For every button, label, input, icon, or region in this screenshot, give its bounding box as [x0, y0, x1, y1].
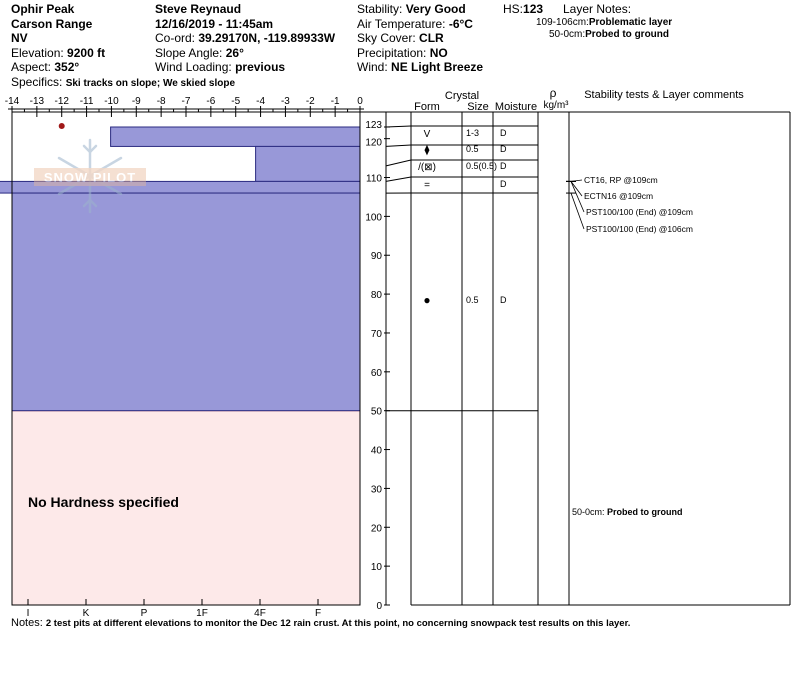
- density-rho: ρ: [549, 86, 557, 100]
- crystal-header: Crystal: [444, 90, 480, 102]
- air-temp-row: Air Temperature: -6°C: [357, 16, 473, 31]
- layer-form-0: V: [423, 129, 431, 140]
- depth-tick-label-9: 90: [370, 251, 382, 263]
- table-connector-1: [386, 145, 411, 146]
- layer-moisture-3: D: [500, 179, 507, 189]
- temp-tick-label-4: -10: [104, 96, 119, 107]
- temp-tick-label-14: 0: [357, 96, 363, 107]
- size-header: Size: [467, 101, 489, 113]
- stability-test-2: PST100/100 (End) @109cm: [586, 207, 693, 217]
- air-temp-value: -6°C: [448, 16, 473, 31]
- depth-tick-label-10: 100: [365, 212, 382, 224]
- density-unit: kg/m³: [543, 100, 569, 111]
- hardness-bar-1: [256, 146, 360, 181]
- notes-text: 2 test pits at different elevations to monitor the Dec 12 rain crust. At this point, no concerning snowpack test results on this layer.: [45, 618, 631, 629]
- temp-tick-label-3: -11: [79, 96, 94, 107]
- hardness-tick-label-0: I: [26, 608, 30, 619]
- stability-row: Stability: Very Good: [357, 2, 466, 16]
- temperature-axis: [5, 96, 364, 117]
- temp-tick-label-2: -12: [54, 96, 69, 107]
- temp-tick-label-0: -14: [4, 96, 20, 107]
- precip-row: Precipitation: NO: [357, 45, 448, 60]
- watermark-text: SNOW PILOT: [43, 170, 137, 185]
- wind-value: NE Light Breeze: [391, 60, 484, 74]
- range-name: Carson Range: [11, 16, 93, 31]
- layer-form-2: /(⊠): [418, 162, 436, 173]
- layer-size-1: 0.5: [466, 144, 479, 154]
- depth-tick-label-12: 120: [365, 137, 382, 149]
- slope-value: 26°: [225, 45, 244, 60]
- stability-arrow-2: [571, 181, 584, 212]
- sky-value: CLR: [419, 31, 444, 45]
- layer-moisture-4: D: [500, 295, 507, 305]
- sky-row: Sky Cover: CLR: [357, 31, 444, 45]
- depth-tick-label-1: 10: [370, 562, 382, 574]
- temp-tick-label-9: -5: [231, 96, 241, 107]
- temp-tick-label-5: -9: [131, 96, 141, 107]
- depth-tick-label-6: 60: [370, 367, 382, 379]
- depth-tick-label-5: 50: [370, 406, 382, 418]
- hardness-bar-0: [111, 127, 360, 146]
- wind-row: Wind: NE Light Breeze: [357, 60, 484, 74]
- site-name: Ophir Peak: [11, 2, 75, 16]
- temp-tick-label-10: -4: [256, 96, 266, 107]
- layer-size-0: 1-3: [466, 128, 480, 138]
- temp-tick-label-13: -1: [330, 96, 340, 107]
- layer-size-4: 0.5: [466, 295, 479, 305]
- layer-moisture-1: D: [500, 144, 507, 154]
- coord-value: 39.29170N, -119.89933W: [198, 31, 336, 45]
- aspect-value: 352°: [54, 60, 80, 74]
- elevation-row: Elevation: 9200 ft: [11, 45, 106, 60]
- aspect-row: Aspect: 352°: [11, 60, 80, 74]
- depth-tick-label-2: 20: [370, 523, 382, 535]
- depth-tick-label-0: 0: [376, 601, 382, 612]
- hardness-tick-label-4: 4F: [254, 608, 266, 619]
- temp-tick-label-1: -13: [29, 96, 45, 107]
- layer-note-1: 109-106cm:Problematic layer: [536, 17, 673, 28]
- stability-tests: [566, 175, 693, 517]
- specifics-value: Ski tracks on slope; We skied slope: [65, 77, 236, 89]
- wind-loading-value: previous: [235, 60, 286, 74]
- obs-datetime: 12/16/2019 - 11:45am: [155, 16, 274, 31]
- layer-moisture-0: D: [500, 128, 507, 138]
- state-name: NV: [11, 31, 28, 45]
- layer-form-4: ●: [423, 293, 431, 307]
- hardness-tick-label-1: K: [82, 608, 90, 619]
- layer-notes-title: Layer Notes:: [563, 2, 632, 16]
- layer-note-2: 50-0cm:Probed to ground: [549, 29, 670, 40]
- depth-tick-label-4: 40: [370, 445, 382, 457]
- wind-loading-row: Wind Loading: previous: [155, 60, 286, 74]
- hardness-tick-label-2: P: [140, 608, 148, 619]
- layer-table: [360, 112, 790, 605]
- stability-value: Very Good: [405, 2, 466, 16]
- depth-tick-label-8: 80: [370, 290, 382, 302]
- layer-comment: [572, 507, 683, 517]
- hs-value: 123: [523, 2, 544, 16]
- precip-value: NO: [429, 45, 448, 60]
- notes-label: Notes:: [11, 617, 43, 629]
- depth-tick-label-11: 110: [366, 173, 382, 185]
- temp-tick-label-12: -2: [305, 96, 315, 107]
- specifics-row: Specifics: Ski tracks on slope; We skied slope: [11, 74, 236, 89]
- stability-test-1: ECTN16 @109cm: [584, 191, 654, 201]
- temp-tick-label-8: -6: [206, 96, 216, 107]
- hardness-bar-3: [12, 193, 360, 411]
- stability-test-3: PST100/100 (End) @106cm: [586, 224, 693, 234]
- layer-form-1: ⧫: [424, 145, 430, 156]
- depth-tick-label-13: 123: [365, 120, 382, 131]
- layer-size-2: 0.5(0.5): [466, 161, 498, 171]
- hardness-tick-label-5: F: [314, 608, 322, 619]
- surface-temp-point: [59, 123, 65, 129]
- table-connector-2: [386, 160, 411, 166]
- temp-tick-label-7: -7: [181, 96, 191, 107]
- notes-row: [11, 617, 630, 629]
- moisture-header: Moisture: [494, 101, 538, 113]
- temp-tick-label-6: -8: [156, 96, 166, 107]
- no-hardness-label: No Hardness specified: [28, 494, 179, 510]
- depth-tick-label-7: 70: [370, 328, 382, 340]
- elevation-value: 9200 ft: [67, 45, 106, 60]
- coord-row: Co-ord: 39.29170N, -119.89933W: [155, 31, 336, 45]
- observer-name: Steve Reynaud: [155, 2, 242, 16]
- layer-comment-text: Probed to ground: [607, 507, 683, 517]
- form-header: Form: [414, 101, 440, 113]
- layer-comment-range: 50-0cm:: [572, 507, 608, 517]
- hs-row: HS:123: [503, 2, 544, 16]
- temp-tick-label-11: -3: [280, 96, 290, 107]
- depth-tick-label-3: 30: [370, 484, 382, 496]
- hardness-tick-label-3: 1F: [196, 608, 208, 619]
- table-connector-0: [386, 126, 411, 127]
- slope-row: Slope Angle: 26°: [155, 45, 244, 60]
- layer-form-3: =: [424, 180, 430, 191]
- stability-test-0: CT16, RP @109cm: [584, 175, 658, 185]
- stability-header: Stability tests & Layer comments: [584, 89, 744, 101]
- layer-moisture-2: D: [500, 161, 507, 171]
- stability-arrow-3: [571, 193, 584, 229]
